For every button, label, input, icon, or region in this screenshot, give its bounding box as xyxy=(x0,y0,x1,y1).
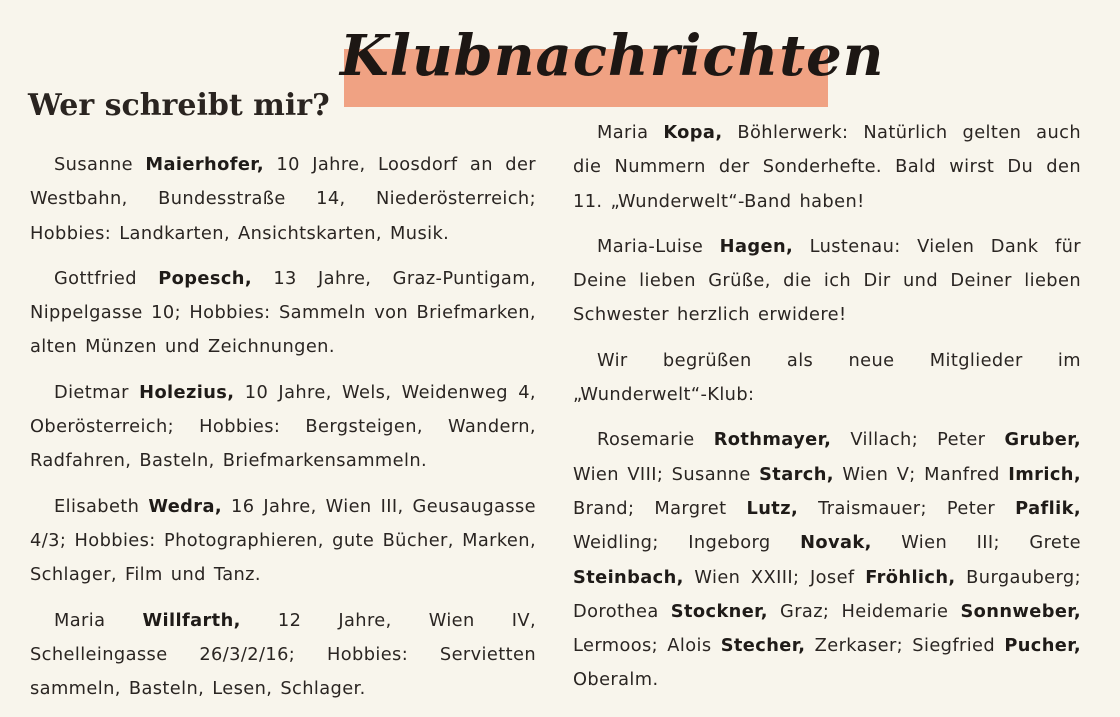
entry-surname: Holezius, xyxy=(139,381,235,403)
pen-pal-entry xyxy=(30,262,536,365)
member-surname: Pucher, xyxy=(1004,635,1081,657)
member-surname: Sonnweber, xyxy=(960,600,1081,622)
entry-surname: Kopa, xyxy=(663,122,723,143)
entry-first-name: Gottfried xyxy=(54,267,137,289)
entry-details: 10 Jahre, Wels, Weidenweg 4, Oberösterreich; Hobbies: Bergsteigen, Wandern, Radfahren, Basteln, Briefmarkensammeln. xyxy=(30,381,536,472)
pen-pal-entry xyxy=(30,376,536,479)
entry-first-name: Maria xyxy=(54,609,106,631)
entry-details: Lustenau: Vielen Dank für Deine lieben Grüße, die ich Dir und Deiner lieben Schwester herzlich erwidere! xyxy=(573,235,1081,326)
member-place: Graz; xyxy=(767,600,830,622)
reply-entry xyxy=(573,116,1081,219)
member-place: Lermoos; xyxy=(573,635,659,657)
page-title: Klubnachrichten xyxy=(340,23,885,89)
member-first-name: Susanne xyxy=(671,463,751,485)
pen-pal-entry xyxy=(30,148,536,251)
member-place: Zerkaser; xyxy=(805,635,904,657)
right-column xyxy=(573,116,1081,709)
member-place: Burgauberg; xyxy=(955,566,1081,588)
member-first-name: Heidemarie xyxy=(841,600,949,622)
member-place: Villach; xyxy=(831,429,919,451)
title-banner xyxy=(340,14,885,98)
pen-pal-entry xyxy=(30,490,536,593)
member-first-name: Grete xyxy=(1029,532,1081,554)
member-first-name: Alois xyxy=(667,635,712,657)
member-surname: Starch, xyxy=(759,463,834,485)
member-surname: Lutz, xyxy=(746,497,799,519)
member-place: Wien XXIII; xyxy=(683,566,800,588)
entry-first-name: Maria xyxy=(597,122,649,143)
entry-details: 16 Jahre, Wien III, Geusaugasse 4/3; Hobbies: Photographieren, gute Bücher, Marken, Schlager, Film und Tanz. xyxy=(30,495,536,586)
welcome-text: Wir begrüßen als neue Mitglieder im „Wunderwelt“-Klub: xyxy=(573,349,1081,406)
member-place: Weidling; xyxy=(573,532,659,554)
member-surname: Rothmayer, xyxy=(713,429,832,451)
member-surname: Imrich, xyxy=(1008,463,1081,485)
entry-surname: Hagen, xyxy=(719,235,794,257)
member-first-name: Ingeborg xyxy=(688,532,771,554)
member-first-name: Rosemarie xyxy=(597,429,695,451)
entry-surname: Willfarth, xyxy=(142,609,241,631)
member-surname: Steinbach, xyxy=(573,566,684,588)
reply-entry xyxy=(573,230,1081,333)
entry-surname: Wedra, xyxy=(148,495,223,517)
member-place: Wien III; xyxy=(871,532,1000,554)
left-column xyxy=(30,148,536,717)
member-place: Traismauer; xyxy=(798,497,927,519)
entry-surname: Maierhofer, xyxy=(145,154,265,175)
member-first-name: Peter xyxy=(946,497,996,519)
entry-first-name: Maria-Luise xyxy=(597,235,704,257)
member-surname: Fröhlich, xyxy=(865,566,956,588)
member-surname: Stecher, xyxy=(720,635,806,657)
entry-details: 13 Jahre, Graz-Puntigam, Nippelgasse 10; Hobbies: Sammeln von Briefmarken, alten Münzen und Zeichnungen. xyxy=(30,267,536,358)
entry-surname: Popesch, xyxy=(158,267,253,289)
entry-details: 12 Jahre, Wien IV, Schelleingasse 26/3/2/16; Hobbies: Servietten sammeln, Basteln, Lesen, Schlager. xyxy=(30,609,537,700)
entry-first-name: Susanne xyxy=(54,154,133,175)
member-surname: Novak, xyxy=(800,532,872,554)
member-first-name: Margret xyxy=(654,497,727,519)
entry-details: 10 Jahre, Loosdorf an der Westbahn, Bundesstraße 14, Niederösterreich; Hobbies: Landkarten, Ansichtskarten, Musik. xyxy=(30,154,536,244)
entry-details: Böhlerwerk: Natürlich gelten auch die Nummern der Sonderhefte. Bald wirst Du den 11. „Wunderwelt“-Band haben! xyxy=(573,122,1081,212)
entry-first-name: Dietmar xyxy=(54,381,129,403)
member-place: Wien V; xyxy=(833,463,916,485)
member-first-name: Dorothea xyxy=(573,600,659,622)
member-place: Brand; xyxy=(573,497,635,519)
member-first-name: Manfred xyxy=(924,463,1000,485)
member-first-name: Peter xyxy=(937,429,986,451)
entry-first-name: Elisabeth xyxy=(54,495,140,517)
member-place: Wien VIII; xyxy=(573,463,664,485)
member-surname: Paflik, xyxy=(1015,497,1082,519)
member-first-name: Siegfried xyxy=(912,635,996,657)
member-surname: Stockner, xyxy=(670,600,768,622)
pen-pal-entry xyxy=(30,604,536,707)
member-surname: Gruber, xyxy=(1004,429,1081,451)
new-members-list xyxy=(573,423,1081,697)
section-heading: Wer schreibt mir? xyxy=(28,88,330,123)
member-first-name: Josef xyxy=(810,566,855,588)
member-place: Oberalm. xyxy=(573,669,659,691)
